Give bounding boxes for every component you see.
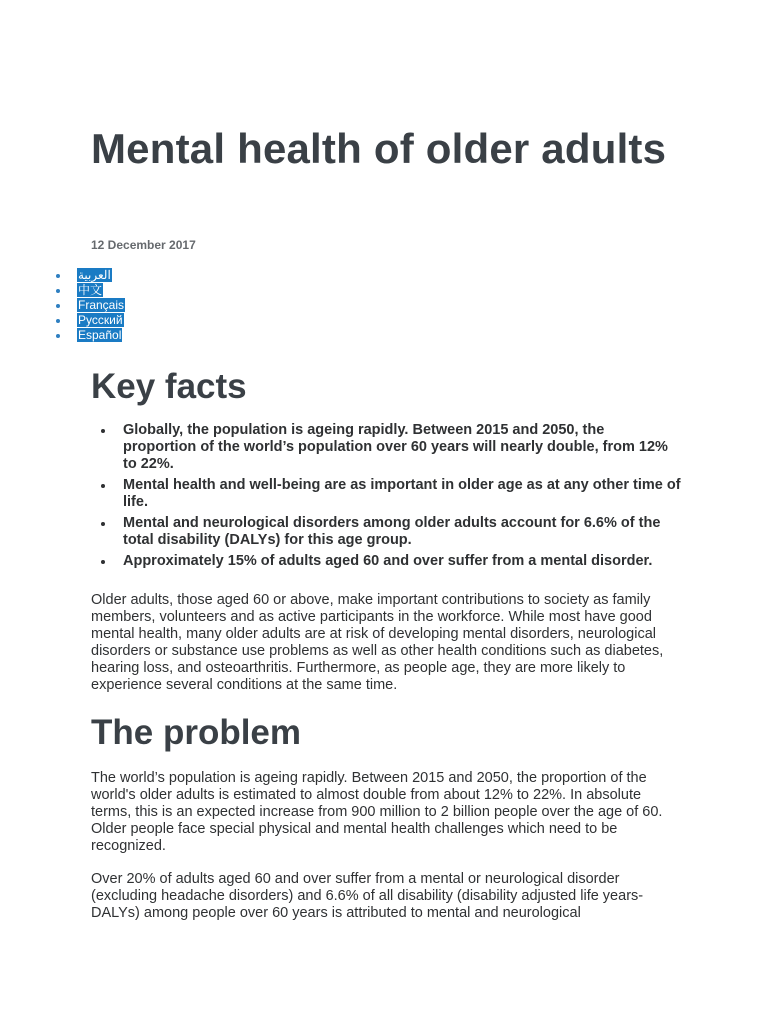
intro-paragraph: Older adults, those aged 60 or above, make important contributions to society as family members, volunteers and as active participants in the workforce. While most have good mental health, many older adults are at risk of developing mental disorders, neurological disorders or substance use problems as well as other health conditions such as diabetes, hearing loss, and osteoarthritis. Furthermore, as people age, they are more likely to experience several conditions at the same time. (91, 592, 664, 693)
language-item-russian (56, 313, 125, 328)
key-facts-list (91, 422, 681, 574)
page-title: Mental health of older adults (91, 125, 667, 172)
key-fact-text: Mental health and well-being are as important in older age as at any other time of life. (123, 477, 681, 510)
bullet-icon (56, 289, 60, 293)
key-fact-item (91, 422, 681, 473)
language-item-chinese (56, 283, 125, 298)
bullet-icon (101, 560, 105, 564)
key-fact-text: Globally, the population is ageing rapidly. Between 2015 and 2050, the proportion of the world’s population over 60 years will nearly double, from 12% to 22%. (123, 422, 668, 472)
key-fact-item (91, 553, 681, 570)
key-fact-text: Mental and neurological disorders among older adults account for 6.6% of the total disability (DALYs) for this age group. (123, 515, 661, 548)
problem-paragraph-1: The world’s population is ageing rapidly. Between 2015 and 2050, the proportion of the world's older adults is estimated to almost double from about 12% to 22%. In absolute terms, this is an expected increase from 900 million to 2 billion people over the age of 60. Older people face special physical and mental health challenges which need to be recognized. (91, 770, 663, 854)
problem-heading: The problem (91, 713, 302, 752)
bullet-icon (56, 334, 60, 338)
language-link-chinese[interactable]: 中文 (78, 283, 103, 297)
publish-date: 12 December 2017 (91, 238, 196, 252)
language-link-arabic[interactable]: العربية (78, 268, 111, 282)
language-link-french[interactable]: Français (78, 298, 125, 312)
bullet-icon (56, 274, 60, 278)
language-list (56, 268, 125, 343)
key-fact-item (91, 477, 681, 511)
problem-paragraph-2: Over 20% of adults aged 60 and over suffer from a mental or neurological disorder (excluding headache disorders) and 6.6% of all disability (disability adjusted life years-DALYs) among people over 60 years is attributed to mental and neurological (91, 871, 644, 921)
key-fact-item (91, 515, 681, 549)
bullet-icon (56, 304, 60, 308)
bullet-icon (101, 522, 105, 526)
language-item-arabic (56, 268, 125, 283)
language-item-spanish (56, 328, 125, 343)
key-fact-text: Approximately 15% of adults aged 60 and over suffer from a mental disorder. (123, 553, 653, 569)
language-item-french (56, 298, 125, 313)
bullet-icon (56, 319, 60, 323)
key-facts-heading: Key facts (91, 367, 247, 406)
bullet-icon (101, 429, 105, 433)
language-link-spanish[interactable]: Español (78, 328, 122, 342)
bullet-icon (101, 484, 105, 488)
language-link-russian[interactable]: Русский (78, 313, 123, 327)
